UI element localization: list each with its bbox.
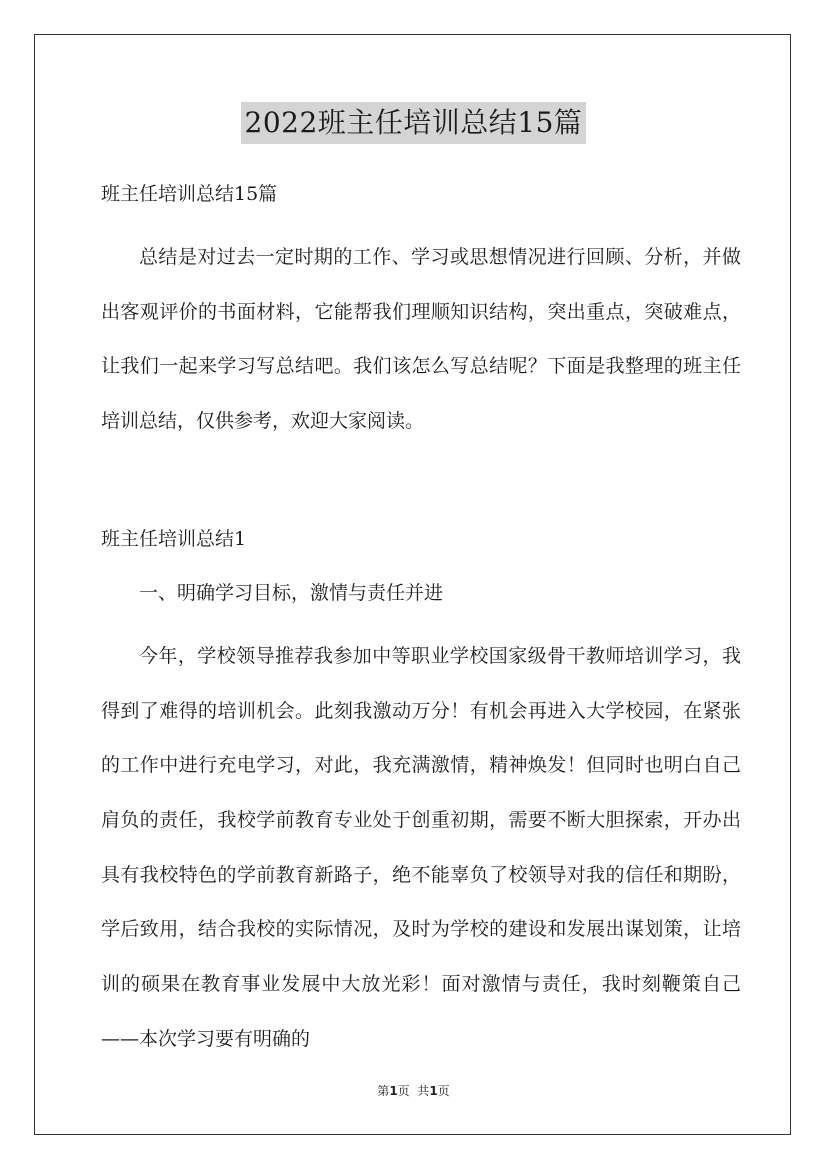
document-subtitle: 班主任培训总结15篇: [101, 183, 278, 205]
document-title: [0, 102, 827, 144]
section-body-paragraph: 今年，学校领导推荐我参加中等职业学校国家级骨干教师培训学习，我得到了难得的培训机会。此刻我激动万分！有机会再进入大学校园，在紧张的工作中进行充电学习，对此，我充满激情，精神焕发！但同时也明白自己肩负的责任，我校学前教育专业处于创重初期，需要不断大胆探索，开办出具有我校特色的学前教育新路子，绝不能辜负了校领导对我的信任和期盼，学后致用，结合我校的实际情况，及时为学校的建设和发展出谋划策，让培训的硕果在教育事业发展中大放光彩！面对激情与责任，我时刻鞭策自己——本次学习要有明确的: [101, 644, 741, 1050]
page-total-number: 1: [429, 1084, 438, 1098]
page-label-suffix: 页: [437, 1084, 450, 1098]
section-heading: 班主任培训总结1: [101, 527, 247, 550]
document-title-text: 2022班主任培训总结15篇: [241, 102, 587, 144]
section-subheading: 一、明确学习目标，激情与责任并进: [139, 581, 444, 604]
document-body: [101, 176, 741, 1066]
page-current-number: 1: [389, 1084, 398, 1098]
page-label-prefix: 第: [377, 1084, 390, 1098]
page-footer: [0, 1083, 827, 1099]
intro-paragraph: 总结是对过去一定时期的工作、学习或思想情况进行回顾、分析，并做出客观评价的书面材料，它能帮我们理顺知识结构，突出重点，突破难点，让我们一起来学习写总结吧。我们该怎么写总结呢？下面是我整理的班主任培训总结，仅供参考，欢迎大家阅读。: [101, 246, 741, 433]
page-label-mid: 页 共: [397, 1084, 430, 1098]
